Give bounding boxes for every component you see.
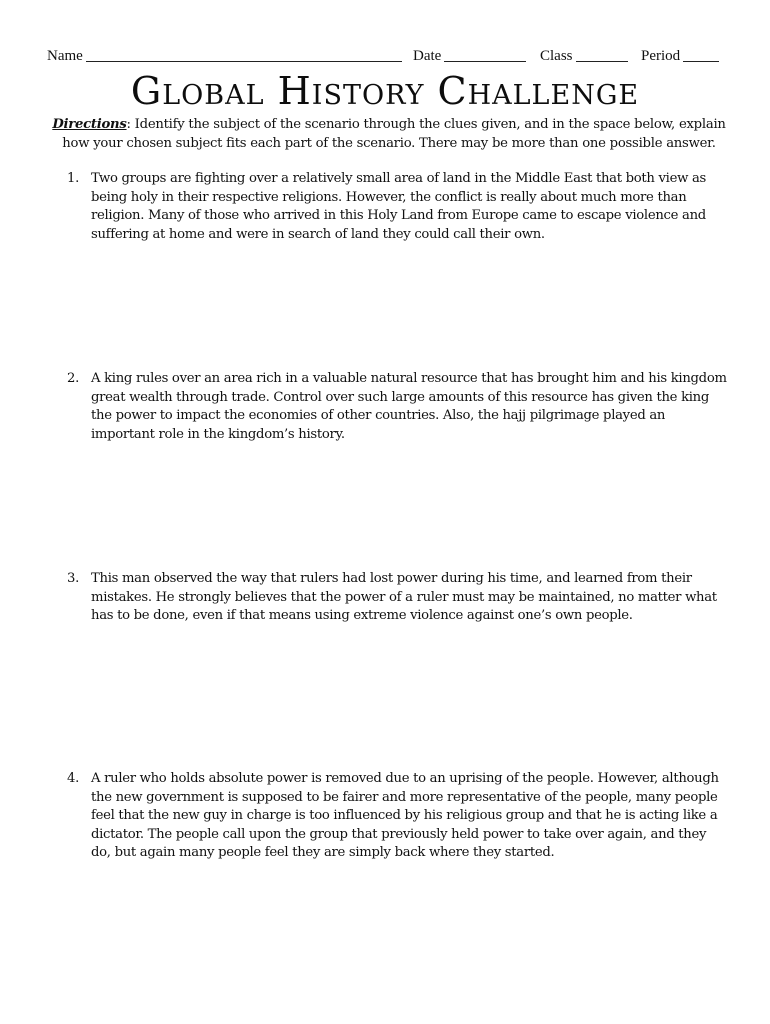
name-field[interactable] xyxy=(47,46,402,65)
question-text: A ruler who holds absolute power is removed due to an uprising of the people. However, although the new government is supposed to be fairer and more representative of the people, many people feel that the new guy in charge is too influenced by his religious group and that he is acting like a dictator. The people call upon the group that previously held power to take over again, and they do, but again many people feel they are simply back where they started. xyxy=(91,771,719,861)
question-text: A king rules over an area rich in a valuable natural resource that has brought him and his kingdom great wealth through trade. Control over such large amounts of this resource has given the king the power to impact the economies of other countries. Also, the hajj pilgrimage played an important role in the kingdom’s history. xyxy=(91,371,727,442)
worksheet-title: Global History Challenge xyxy=(130,69,640,113)
class-label: Class xyxy=(540,48,573,64)
class-field[interactable] xyxy=(540,46,628,65)
name-label: Name xyxy=(47,48,83,64)
class-blank[interactable] xyxy=(576,48,628,62)
date-field[interactable] xyxy=(413,46,526,65)
period-label: Period xyxy=(641,48,681,64)
question-text: This man observed the way that rulers had lost power during his time, and learned from their mistakes. He strongly believes that the power of a ruler must may be maintained, no matter what has to be done, even if that means using extreme violence against one’s own people. xyxy=(91,571,717,624)
question-1 xyxy=(67,170,727,244)
date-blank[interactable] xyxy=(444,48,526,62)
question-2 xyxy=(67,370,727,444)
question-number: 1. xyxy=(67,171,79,186)
period-field[interactable] xyxy=(641,46,719,65)
question-4 xyxy=(67,770,727,863)
question-text: Two groups are fighting over a relatively small area of land in the Middle East that both view as being holy in their respective religions. However, the conflict is really about much more than religion. Many of those who arrived in this Holy Land from Europe came to escape violence and suffering at home and were in search of land they could call their own. xyxy=(91,171,706,242)
directions-paragraph xyxy=(44,115,734,153)
directions-label: Directions xyxy=(52,117,127,132)
period-blank[interactable] xyxy=(683,48,719,62)
date-label: Date xyxy=(413,48,442,64)
name-blank[interactable] xyxy=(86,48,402,62)
question-number: 2. xyxy=(67,371,79,386)
question-3 xyxy=(67,570,727,626)
question-number: 3. xyxy=(67,571,79,586)
student-info-line xyxy=(47,46,727,66)
directions-text: : Identify the subject of the scenario through the clues given, and in the space below, explain how your chosen subject fits each part of the scenario. There may be more than one possible answer. xyxy=(62,117,726,151)
question-number: 4. xyxy=(67,771,79,786)
